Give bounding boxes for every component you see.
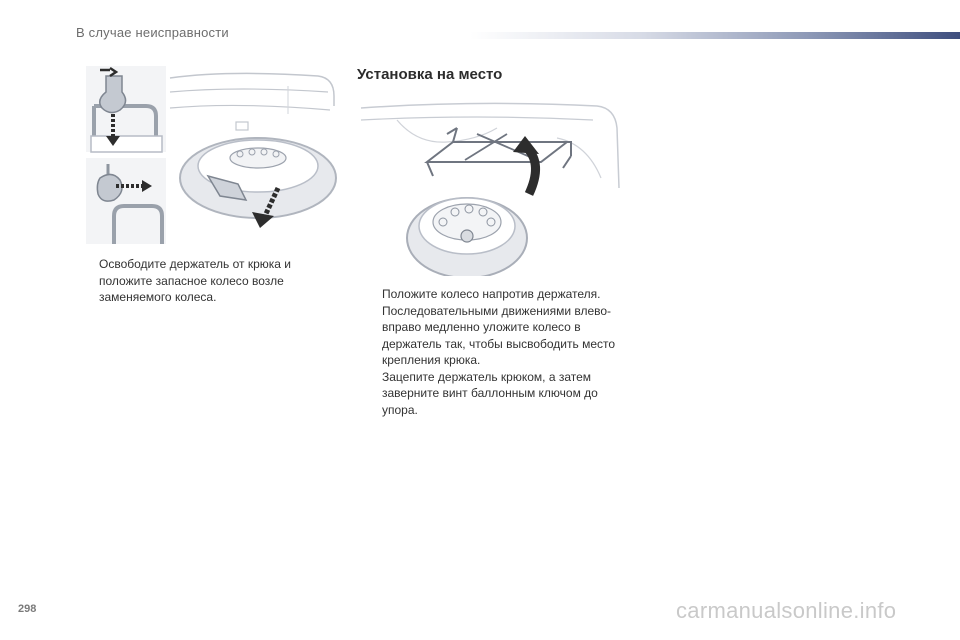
step-text: Зацепите держатель крюком, а затем заверните винт баллонным ключом до упора. (382, 369, 598, 417)
step-item (74, 256, 336, 306)
header-section-title: В случае неисправности (76, 25, 229, 40)
step-item (357, 369, 627, 419)
step-item (357, 303, 627, 369)
wheel-into-carrier-illustration (357, 98, 621, 276)
watermark: carmanualsonline.info (676, 598, 897, 623)
left-steps-list (74, 256, 336, 306)
spare-wheel-under-car-illustration (168, 66, 338, 244)
step-item (357, 286, 627, 303)
step-text: Последовательными движениями влево-вправо медленно уложите колесо в держатель так, чтобы высвободить место крепления крюка. (382, 303, 616, 367)
header-accent-bar (470, 32, 960, 39)
step-text: Положите колесо напротив держателя. (382, 287, 601, 301)
hook-detail-illustration (86, 66, 166, 244)
page-number: 298 (18, 603, 37, 615)
section-title: Установка на место (357, 66, 503, 83)
step-text: Освободите держатель от крюка и положите запасное колесо возле заменяемого колеса. (99, 257, 292, 304)
right-steps-list (357, 286, 627, 418)
